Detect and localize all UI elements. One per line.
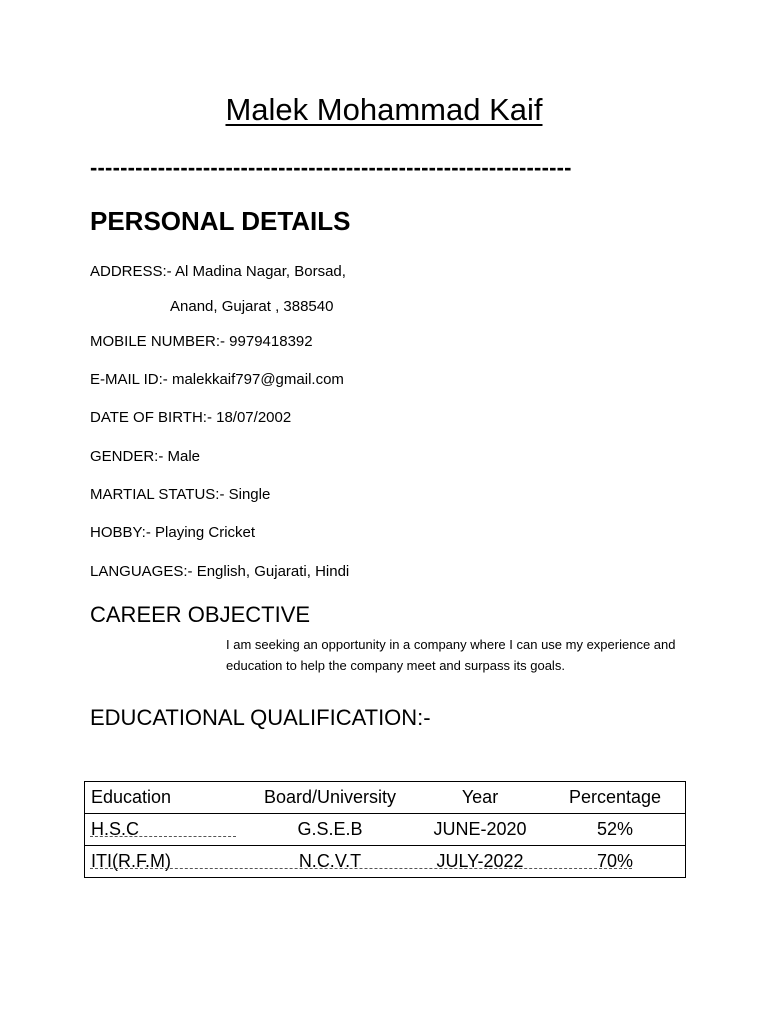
cell-year: JUNE-2020 bbox=[415, 814, 545, 846]
gender: GENDER:- Male bbox=[90, 448, 201, 465]
header-year: Year bbox=[415, 782, 545, 814]
education-table bbox=[84, 781, 686, 878]
educational-qualification-heading: EDUCATIONAL QUALIFICATION:- bbox=[90, 705, 431, 730]
cell-board: G.S.E.B bbox=[245, 814, 415, 846]
cell-education: ITI(R.F.M) bbox=[85, 846, 246, 878]
spellcheck-underline bbox=[90, 868, 632, 869]
header-percentage: Percentage bbox=[545, 782, 686, 814]
table-header-row bbox=[85, 782, 686, 814]
table-row bbox=[85, 846, 686, 878]
career-objective-heading: CAREER OBJECTIVE bbox=[90, 602, 311, 627]
personal-details-heading: PERSONAL DETAILS bbox=[90, 206, 351, 236]
header-education: Education bbox=[85, 782, 246, 814]
separator-line: ---------------------------------------------------------------- bbox=[90, 155, 572, 180]
email-id: E-MAIL ID:- malekkaif797@gmail.com bbox=[90, 371, 344, 388]
address-line-1: ADDRESS:- Al Madina Nagar, Borsad, bbox=[90, 263, 346, 280]
career-objective-text: I am seeking an opportunity in a company where I can use my experience and education to help the company meet and surpass its goals. bbox=[226, 637, 676, 673]
marital-status: MARTIAL STATUS:- Single bbox=[90, 486, 271, 503]
candidate-name: Malek Mohammad Kaif bbox=[225, 92, 543, 127]
date-of-birth: DATE OF BIRTH:- 18/07/2002 bbox=[90, 409, 292, 426]
mobile-number: MOBILE NUMBER:- 9979418392 bbox=[90, 333, 313, 350]
hobby: HOBBY:- Playing Cricket bbox=[90, 524, 256, 541]
cell-board: N.C.V.T bbox=[245, 846, 415, 878]
languages: LANGUAGES:- English, Gujarati, Hindi bbox=[90, 563, 350, 580]
header-board: Board/University bbox=[245, 782, 415, 814]
spellcheck-underline bbox=[90, 836, 236, 837]
cell-education: H.S.C bbox=[85, 814, 246, 846]
table-row bbox=[85, 814, 686, 846]
cell-percentage: 52% bbox=[545, 814, 686, 846]
address-line-2: Anand, Gujarat , 388540 bbox=[170, 298, 334, 315]
cell-percentage: 70% bbox=[545, 846, 686, 878]
cell-year: JULY-2022 bbox=[415, 846, 545, 878]
